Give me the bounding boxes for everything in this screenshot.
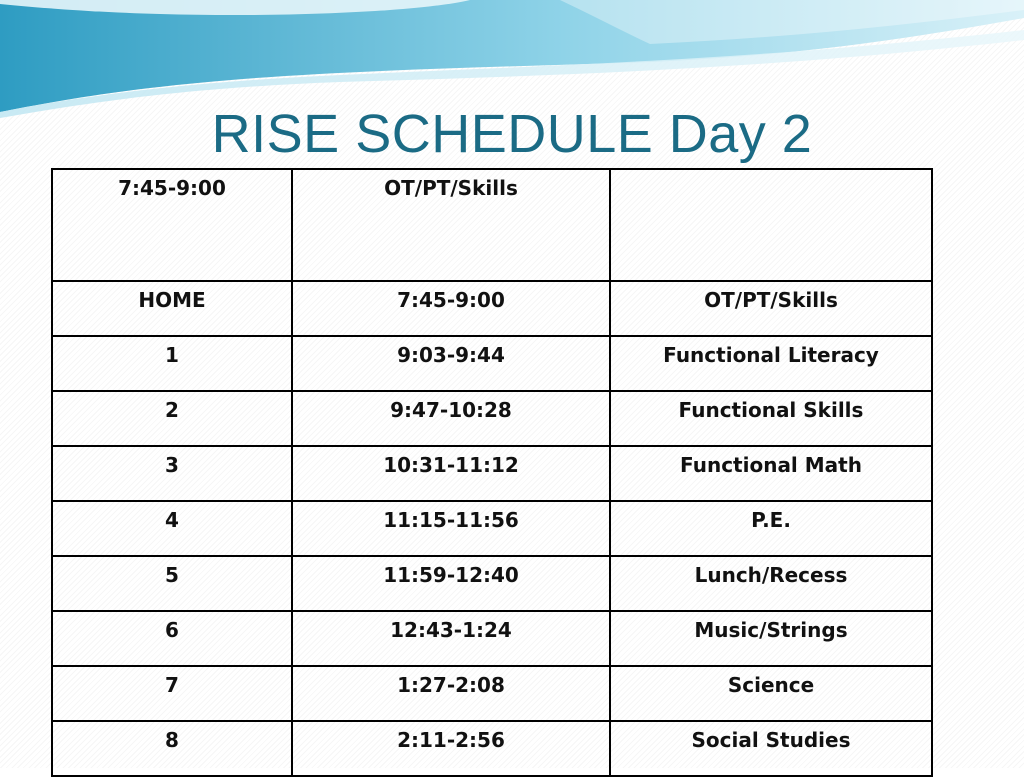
table-header-row <box>52 169 932 281</box>
period-cell: 6 <box>52 611 292 666</box>
table-row <box>52 391 932 446</box>
time-cell: 11:59-12:40 <box>292 556 610 611</box>
table-cell <box>610 169 932 281</box>
subject-cell: P.E. <box>610 501 932 556</box>
table-row <box>52 281 932 336</box>
time-cell: 9:47-10:28 <box>292 391 610 446</box>
table-row <box>52 611 932 666</box>
subject-cell: Music/Strings <box>610 611 932 666</box>
table-row <box>52 501 932 556</box>
period-cell: 7 <box>52 666 292 721</box>
time-cell: 9:03-9:44 <box>292 336 610 391</box>
subject-cell: Lunch/Recess <box>610 556 932 611</box>
period-cell: 4 <box>52 501 292 556</box>
table-row <box>52 666 932 721</box>
time-cell: 11:15-11:56 <box>292 501 610 556</box>
time-cell: 1:27-2:08 <box>292 666 610 721</box>
period-cell: 3 <box>52 446 292 501</box>
period-cell: 2 <box>52 391 292 446</box>
period-cell: 8 <box>52 721 292 776</box>
subject-cell: Functional Literacy <box>610 336 932 391</box>
time-cell: 12:43-1:24 <box>292 611 610 666</box>
time-cell: 7:45-9:00 <box>292 281 610 336</box>
time-cell: 10:31-11:12 <box>292 446 610 501</box>
subject-cell: Social Studies <box>610 721 932 776</box>
table-row <box>52 446 932 501</box>
table-row <box>52 556 932 611</box>
period-cell: 5 <box>52 556 292 611</box>
table-cell: 7:45-9:00 <box>52 169 292 281</box>
table-row <box>52 336 932 391</box>
period-cell: 1 <box>52 336 292 391</box>
period-cell: HOME <box>52 281 292 336</box>
subject-cell: Functional Math <box>610 446 932 501</box>
subject-cell: OT/PT/Skills <box>610 281 932 336</box>
time-cell: 2:11-2:56 <box>292 721 610 776</box>
subject-cell: Functional Skills <box>610 391 932 446</box>
schedule-table <box>51 168 933 777</box>
table-cell: OT/PT/Skills <box>292 169 610 281</box>
subject-cell: Science <box>610 666 932 721</box>
page-title: RISE SCHEDULE Day 2 <box>211 104 813 164</box>
